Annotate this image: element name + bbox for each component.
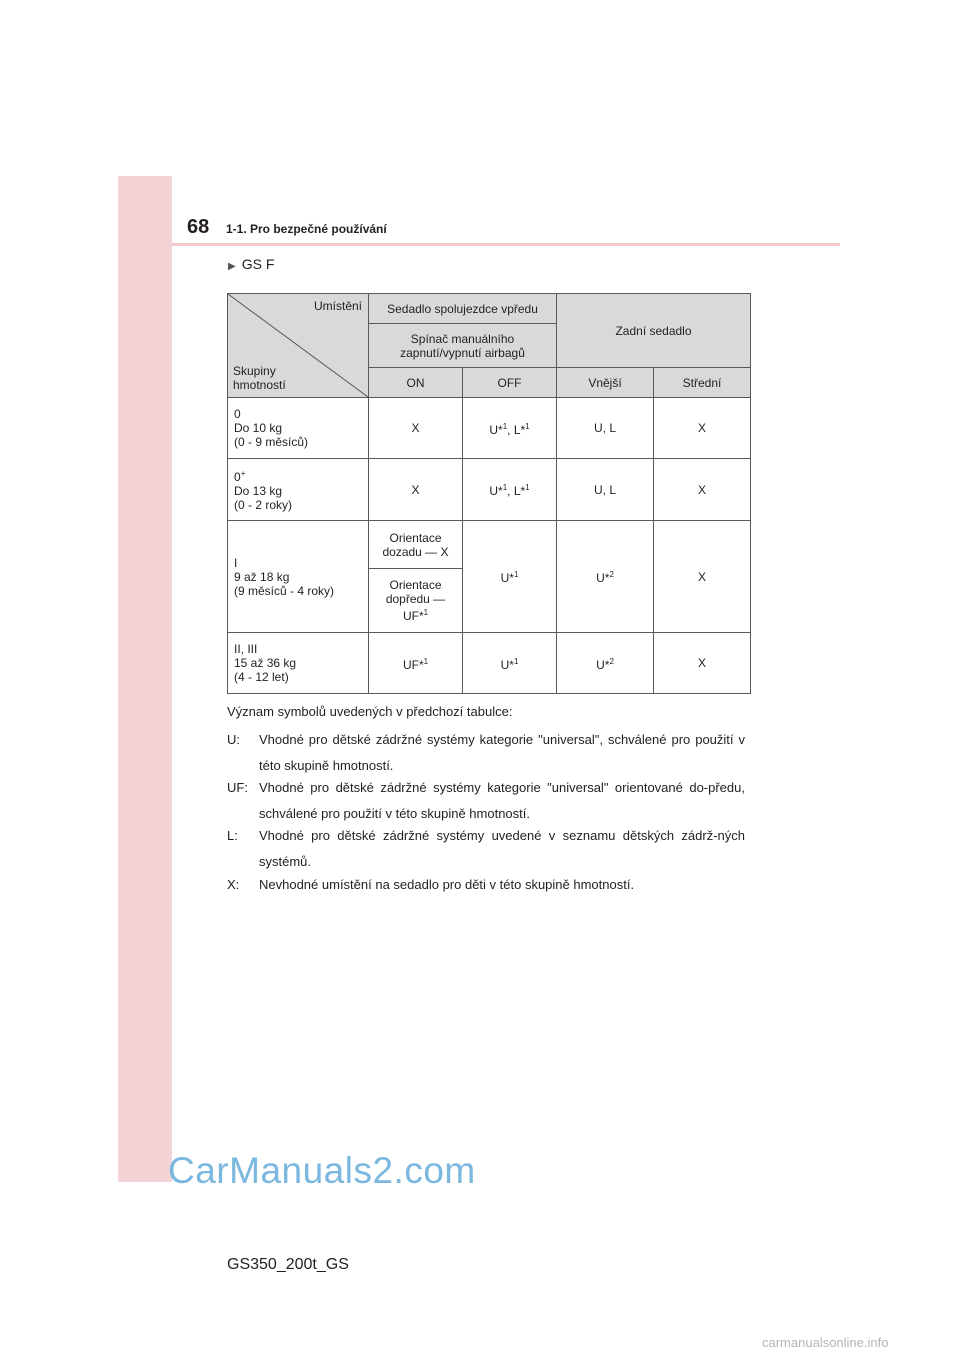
- group-cell: I 9 až 18 kg (9 měsíců - 4 roky): [228, 521, 369, 633]
- off-cell: U*$^1$, L*$^1$: [463, 398, 557, 459]
- on-forward-facing-cell: Orientace dopředu — UF*$^1$: [369, 569, 463, 633]
- site-watermark: carmanualsonline.info: [762, 1335, 889, 1350]
- corner-label-position: Umístění: [313, 299, 362, 313]
- legend-item: U: Vhodné pro dětské zádržné systémy kategorie "universal", schválené pro použití v této skupině hmotností.: [227, 732, 745, 773]
- variant-label: ▶ GS F: [228, 256, 275, 272]
- center-cell: X: [654, 459, 751, 521]
- on-cell: X: [369, 459, 463, 521]
- corner-header-cell: [228, 294, 369, 398]
- corner-label-groups: Skupiny hmotností: [233, 364, 286, 392]
- off-cell: U*$^1$: [463, 521, 557, 633]
- on-cell: X: [369, 398, 463, 459]
- front-seat-header: Sedadlo spolujezdce vpředu: [369, 294, 557, 324]
- page-number: 68: [187, 216, 210, 238]
- on-header: ON: [369, 368, 463, 398]
- group-cell: II, III 15 až 36 kg (4 - 12 let): [228, 633, 369, 694]
- legend-item: X: Nevhodné umístění na sedadlo pro děti v této skupině hmotností.: [227, 877, 635, 892]
- center-cell: X: [654, 633, 751, 694]
- child-seat-table: [227, 293, 751, 694]
- table-row: [228, 459, 751, 521]
- legend-item: UF: Vhodné pro dětské zádržné systémy kategorie "universal" orientované do-předu, schválené pro použití v této skupině hmotností.: [227, 780, 745, 821]
- on-cell: UF*$^1$: [369, 633, 463, 694]
- legend-intro: Význam symbolů uvedených v předchozí tabulce:: [227, 704, 513, 719]
- rear-seat-header: Zadní sedadlo: [557, 294, 751, 368]
- outer-header: Vnější: [557, 368, 654, 398]
- header-rule: [172, 243, 840, 246]
- airbag-switch-header: Spínač manuálního zapnutí/vypnutí airbagů: [369, 324, 557, 368]
- outer-cell: U*$^2$: [557, 521, 654, 633]
- off-cell: U*$^1$, L*$^1$: [463, 459, 557, 521]
- triangle-bullet-icon: ▶: [228, 261, 236, 272]
- table-row: [228, 633, 751, 694]
- section-title: 1-1. Pro bezpečné používání: [226, 222, 387, 236]
- on-rear-facing-cell: Orientace dozadu — X: [369, 521, 463, 569]
- off-cell: U*$^1$: [463, 633, 557, 694]
- footer-code: GS350_200t_GS: [227, 1256, 349, 1273]
- table-row: [228, 521, 751, 569]
- outer-cell: U*$^2$: [557, 633, 654, 694]
- sidebar-band: [118, 176, 172, 1182]
- legend-item: L: Vhodné pro dětské zádržné systémy uvedené v seznamu dětských zádrž-ných systémů.: [227, 828, 745, 869]
- watermark: CarManuals2.com: [168, 1150, 476, 1191]
- table-row: [228, 398, 751, 459]
- center-cell: X: [654, 521, 751, 633]
- center-cell: X: [654, 398, 751, 459]
- outer-cell: U, L: [557, 398, 654, 459]
- outer-cell: U, L: [557, 459, 654, 521]
- off-header: OFF: [463, 368, 557, 398]
- group-cell: 0+ Do 13 kg (0 - 2 roky): [228, 459, 369, 521]
- group-cell: 0 Do 10 kg (0 - 9 měsíců): [228, 398, 369, 459]
- center-header: Střední: [654, 368, 751, 398]
